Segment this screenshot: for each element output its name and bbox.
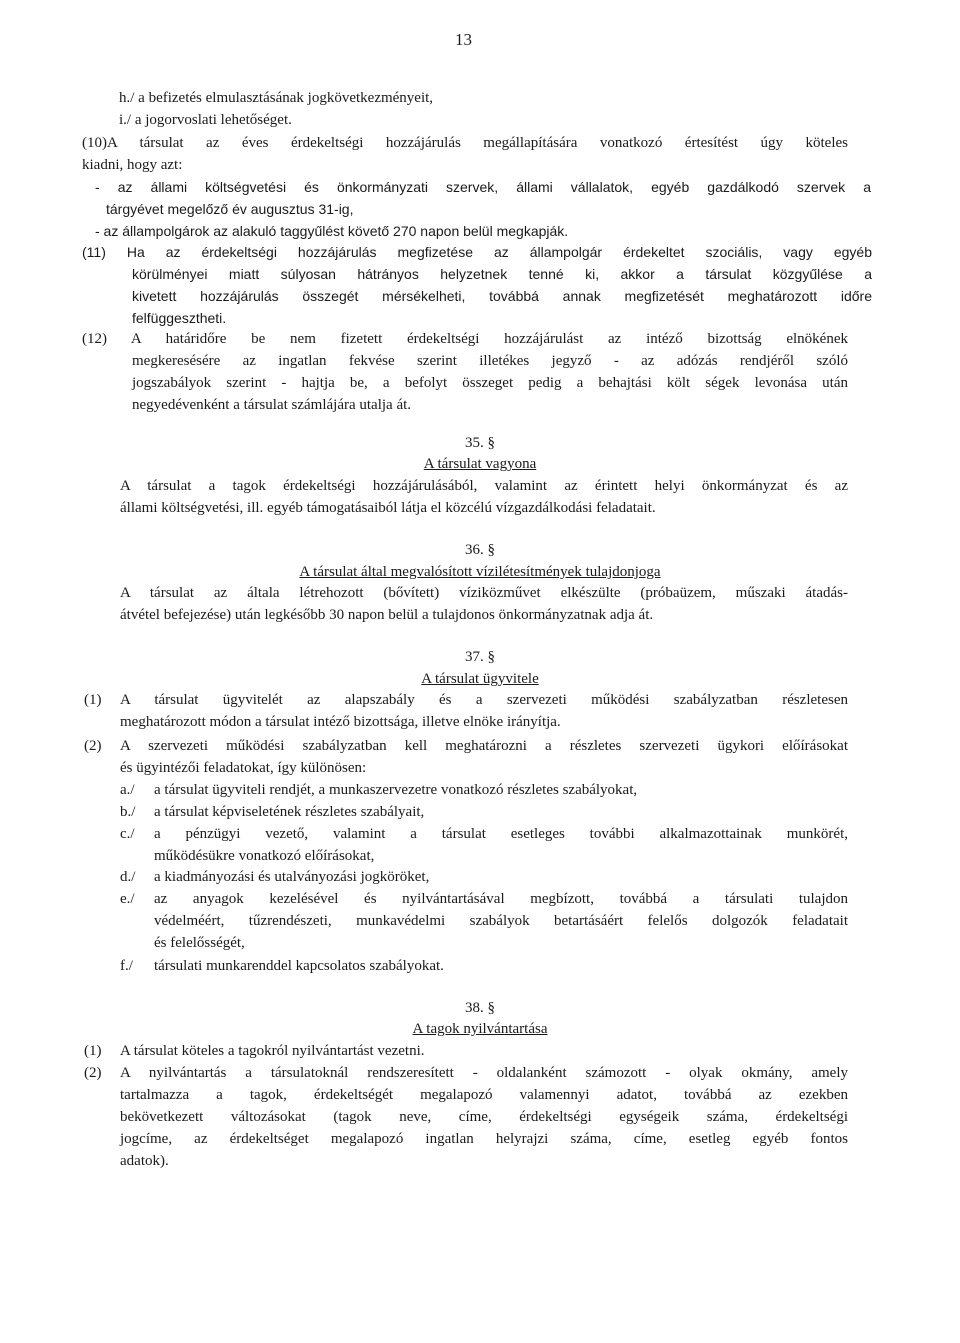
list-item-label: e./ (120, 891, 135, 907)
list-item-label: a./ (120, 782, 135, 798)
list-item-text-continued: védelméért, tűzrendészeti, munkavédelmi szabályok betartásáért felelős dolgozók feladatait (154, 913, 848, 929)
section-35-line-2: állami költségvetési, ill. egyéb támogatásaiból látja el közcélú vízgazdálkodási feladatait. (120, 500, 656, 516)
section-35-number: 35. § (465, 435, 495, 451)
section-38-paragraph-2-line-1: A nyilvántartás a társulatoknál rendszeresített - oldalanként számozott - olyak okmány, amely (120, 1065, 848, 1081)
section-36-number: 36. § (465, 542, 495, 558)
list-item-h: h./ a befizetés elmulasztásának jogkövetkezményeit, (119, 90, 434, 106)
list-item-text: az anyagok kezelésével és nyilvántartásával megbízott, továbbá a társulati tulajdon (154, 891, 848, 907)
page-number: 13 (455, 30, 472, 49)
list-item-label: f./ (120, 958, 133, 974)
list-item-text: a társulat képviseletének részletes szabályait, (154, 804, 425, 820)
section-38-paragraph-2-line-4: jogcíme, az érdekeltséget megalapozó ingatlan helyrajzi száma, címe, esetleg egyéb fontos (120, 1131, 848, 1147)
section-36-line-2: átvétel befejezése) után legkésőbb 30 napon belül a tulajdonos önkormányzatnak adja át. (120, 607, 654, 623)
section-37-title: A társulat ügyvitele (421, 671, 539, 687)
section-38-paragraph-2-line-3: bekövetkezett változásokat (tagok neve, címe, érdekeltségi egységeik száma, érdekeltségi (120, 1109, 848, 1125)
paragraph-11-line-1: (11) Ha az érdekeltségi hozzájárulás megfizetése az állampolgár érdekeltet szociális, vagy egyéb (82, 244, 872, 260)
list-item-label: d./ (120, 869, 136, 885)
section-35-title: A társulat vagyona (423, 456, 537, 472)
section-38-paragraph-2-number: (2) (84, 1065, 102, 1081)
section-37-paragraph-2-line-2: és ügyintézői feladatokat, így különösen: (120, 760, 367, 776)
paragraph-10-line-4: tárgyévet megelőző év augusztus 31-ig, (106, 201, 354, 217)
paragraph-12-line-4: negyedévenként a társulat számlájára utalja át. (132, 397, 412, 413)
section-37-paragraph-2-line-1: A szervezeti működési szabályzatban kell meghatározni a részletes szervezeti ügykori előírásokat (120, 738, 848, 754)
list-item-text: a pénzügyi vezető, valamint a társulat esetleges további alkalmazottainak munkörét, (154, 826, 848, 842)
section-38-paragraph-2-line-5: adatok). (120, 1153, 169, 1169)
section-37-paragraph-2-number: (2) (84, 738, 102, 754)
section-37-paragraph-1-line-2: meghatározott módon a társulat intéző bizottsága, illetve elnöke irányítja. (120, 714, 561, 730)
list-item-label: b./ (120, 804, 136, 820)
list-item-label: c./ (120, 826, 135, 842)
section-37-paragraph-1-number: (1) (84, 692, 102, 708)
section-38-title: A tagok nyilvántartása (412, 1021, 548, 1037)
paragraph-10-line-2: kiadni, hogy azt: (82, 157, 183, 173)
section-38-paragraph-1-line-1: A társulat köteles a tagokról nyilvántartást vezetni. (120, 1043, 425, 1059)
list-item-text: a kiadmányozási és utalványozási jogköröket, (154, 869, 430, 885)
section-36-line-1: A társulat az általa létrehozott (bővített) víziközművet elkészülte (próbaüzem, műszaki átadás- (120, 585, 848, 601)
paragraph-12-line-3: jogszabályok szerint - hajtja be, a befolyt összeget pedig a behajtási költ ségek levonása után (132, 375, 848, 391)
section-36-title: A társulat által megvalósított vízilétesítmények tulajdonjoga (299, 564, 661, 580)
section-38-paragraph-2-line-2: tartalmazza a tagok, érdekeltségét megalapozó valamennyi adatot, továbbá az ezekben (120, 1087, 848, 1103)
section-37-number: 37. § (465, 649, 495, 665)
paragraph-10-line-5: - az állampolgárok az alakuló taggyűlést követő 270 napon belül megkapják. (95, 223, 569, 239)
paragraph-11-line-3: kivetett hozzájárulás összegét mérsékelheti, továbbá annak megfizetését meghatározott időre (132, 288, 872, 304)
section-37-paragraph-1-line-1: A társulat ügyvitelét az alapszabály és a szervezeti működési szabályzatban részletesen (120, 692, 848, 708)
list-item-i: i./ a jogorvoslati lehetőséget. (119, 112, 292, 128)
paragraph-10-line-1: (10)A társulat az éves érdekeltségi hozzájárulás megállapítására vonatkozó értesítést úgy köteles (82, 135, 848, 151)
section-35-line-1: A társulat a tagok érdekeltségi hozzájárulásából, valamint az érintett helyi önkormányzat és az (120, 478, 848, 494)
list-item-text: a társulat ügyviteli rendjét, a munkaszervezetre vonatkozó részletes szabályokat, (154, 782, 638, 798)
paragraph-11-line-4: felfüggesztheti. (132, 310, 227, 326)
paragraph-12-line-1: (12) A határidőre be nem fizetett érdekeltségi hozzájárulást az intéző bizottság elnökének (82, 331, 848, 347)
paragraph-11-line-2: körülményei miatt súlyosan hátrányos helyzetnek tenné ki, akkor a társulat közgyűlése a (132, 266, 872, 282)
section-38-number: 38. § (465, 1000, 495, 1016)
list-item-text: társulati munkarenddel kapcsolatos szabályokat. (154, 958, 444, 974)
list-item-text-continued: és felelősségét, (154, 935, 245, 951)
section-38-paragraph-1-number: (1) (84, 1043, 102, 1059)
paragraph-12-line-2: megkeresésére az ingatlan fekvése szerint illetékes jegyző - az adózás rendjéről szóló (132, 353, 848, 369)
paragraph-10-line-3: - az állami költségvetési és önkormányzati szervek, állami vállalatok, egyéb gazdálkodó szervek a (95, 179, 871, 195)
list-item-text-continued: működésükre vonatkozó előírásokat, (154, 848, 375, 864)
